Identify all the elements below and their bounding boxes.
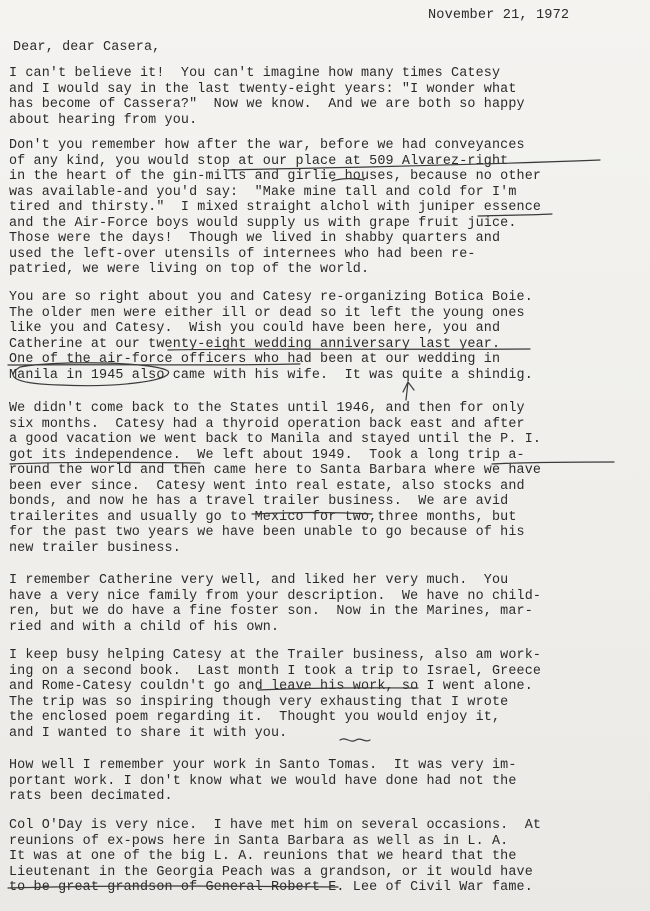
text-line: the enclosed poem regarding it. Thought you would enjoy it, (9, 710, 501, 725)
paragraph-5 (9, 573, 644, 635)
text-line: patried, we were living on top of the world. (9, 262, 370, 277)
text-line: and Rome-Catesy couldn't go and leave his work, so I went alone. (9, 679, 533, 694)
text-line: got its independence. We left about 1949. Took a long trip a- (9, 447, 525, 463)
text-line: Catherine at our twenty-eight wedding anniversary last year. (9, 336, 501, 352)
text-line: Those were the days! Though we lived in shabby quarters and (9, 231, 501, 246)
text-line: six months. Catesy had a thyroid operation back east and after (9, 416, 525, 432)
text-line: and the Air-Force boys would supply us with grape fruit juice. (9, 215, 517, 231)
text-line: and I wanted to share it with you. (9, 725, 288, 741)
text-line: and I would say in the last twenty-eight years: "I wonder what (9, 81, 517, 97)
text-line: portant work. I don't know what we would have done had not the (9, 773, 517, 789)
text-line: of any kind, you would stop at our place at 509 Alvarez-right (9, 153, 509, 169)
text-line: was available-and you'd say: "Make mine tall and cold for I'm (9, 184, 517, 200)
text-line: to be great grandson of General Robert E. Lee of Civil War fame. (9, 880, 533, 895)
paragraph-6 (9, 648, 644, 741)
text-line: trailerites and usually go to Mexico for two,three months, but (9, 509, 517, 525)
text-line: Col O'Day is very nice. I have met him on several occasions. At (9, 818, 542, 833)
text-line: in the heart of the gin-mills and girlie houses, because no other (9, 169, 542, 184)
paragraph-2 (9, 138, 644, 278)
text-line: tired and thirsty." I mixed straight alchol with juniper essence (9, 200, 542, 215)
paragraph-4 (9, 401, 644, 556)
text-line: for the past two years we have been unable to go because of his (9, 525, 525, 540)
arrow-mark (403, 382, 414, 400)
text-line: The older men were either ill or dead so it left the young ones (9, 305, 525, 321)
letter-date: November 21, 1972 (428, 8, 570, 23)
text-line: rats been decimated. (9, 789, 173, 804)
text-line: Lieutenant in the Georgia Peach was a grandson, or it would have (9, 864, 533, 880)
text-line: new trailer business. (9, 540, 181, 556)
text-line: One of the air-force officers who had been at our wedding in (9, 352, 501, 367)
text-line: I can't believe it! You can't imagine how many times Catesy (9, 66, 501, 81)
text-line: The trip was so inspiring though very exhausting that I wrote (9, 694, 509, 710)
paragraph-1 (9, 66, 644, 128)
text-line: You are so right about you and Catesy re-organizing Botica Boie. (9, 290, 533, 305)
text-line: I keep busy helping Catesy at the Trailer business, also am work- (9, 648, 542, 663)
paragraph-7 (9, 758, 644, 805)
text-line: How well I remember your work in Santo Tomas. It was very im- (9, 758, 517, 773)
text-line: ren, but we do have a fine foster son. Now in the Marines, mar- (9, 604, 533, 619)
text-line: has become of Cassera?" Now we know. And we are both so happy (9, 97, 525, 112)
text-line: have a very nice family from your description. We have no child- (9, 588, 542, 604)
text-line: ing on a second book. Last month I took a trip to Israel, Greece (9, 663, 542, 679)
text-line: been ever since. Catesy went into real estate, also stocks and (9, 478, 525, 494)
text-line: about hearing from you. (9, 112, 198, 128)
text-line: bonds, and now he has a travel trailer business. We are avid (9, 494, 509, 509)
text-line: It was at one of the big L. A. reunions that we heard that the (9, 849, 517, 864)
text-line: Don't you remember how after the war, before we had conveyances (9, 138, 525, 153)
text-line: like you and Catesy. Wish you could have been here, you and (9, 321, 501, 336)
salutation: Dear, dear Casera, (13, 40, 161, 55)
text-line: I remember Catherine very well, and liked her very much. You (9, 573, 509, 588)
text-line: round the world and then came here to Santa Barbara where we have (9, 463, 542, 478)
paragraph-3 (9, 290, 644, 383)
text-line: a good vacation we went back to Manila and stayed until the P. I. (9, 432, 542, 447)
text-line: ried and with a child of his own. (9, 619, 280, 635)
text-line: used the left-over utensils of internees who had been re- (9, 246, 476, 262)
text-line: reunions of ex-pows here in Santa Barbara as well as in L. A. (9, 833, 509, 849)
paragraph-8 (9, 818, 644, 896)
text-line: We didn't come back to the States until 1946, and then for only (9, 401, 525, 416)
text-line: Manila in 1945 also came with his wife. It was quite a shindig. (9, 367, 533, 383)
